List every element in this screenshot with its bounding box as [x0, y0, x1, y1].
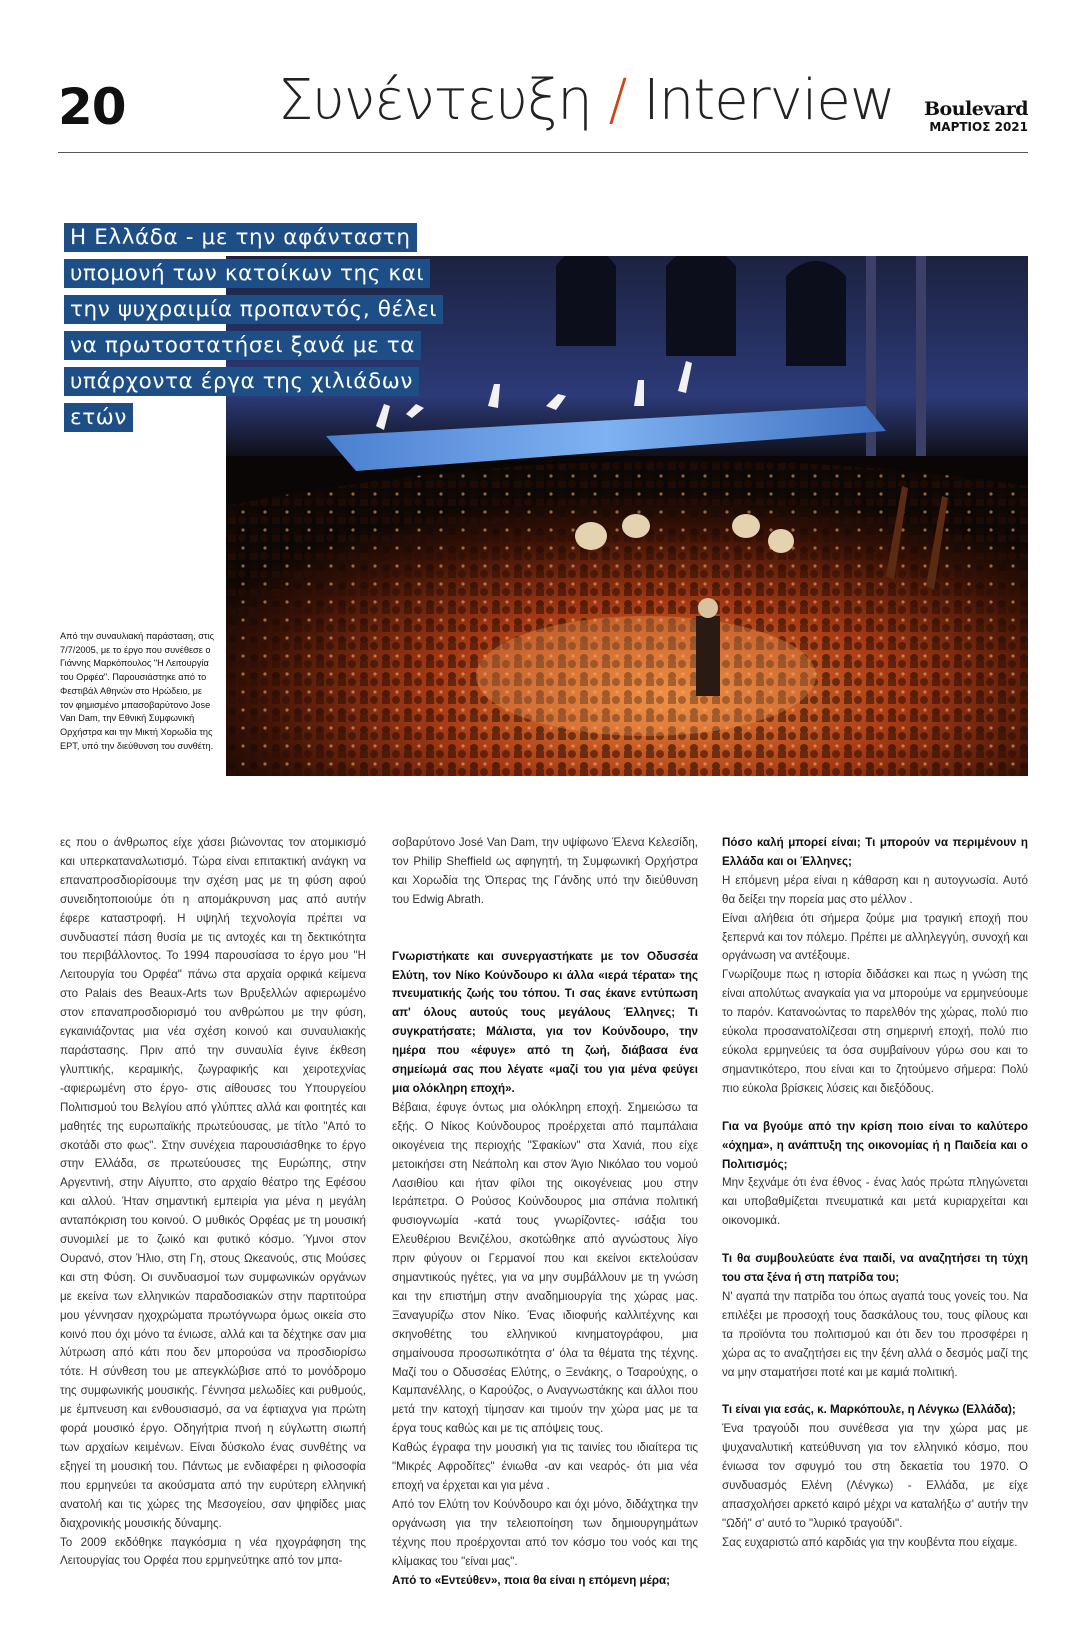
paragraph-gap: [722, 1231, 1028, 1250]
pull-quote-line: Η Ελλάδα - με την αφάνταστη: [64, 223, 417, 252]
article-paragraph: Το 2009 εκδόθηκε παγκόσμια η νέα ηχογράφηση της Λειτουργίας του Ορφέα που ερμηνεύτηκε από τον μπα-: [60, 1535, 366, 1568]
article-paragraph: ες που ο άνθρωπος είχε χάσει βιώνοντας τον ατομικισμό και υπερκαταναλωτισμό. Τώρα είναι επιτακτική ανάγκη να επαναπροσδιορίσουμε την σχέση μας με τη φύση αφού συνειδητοποιούμε ότι η απομάκρυνση μας από αυτήν έφερε καταστροφή. Η υψηλή τεχνολογία πρέπει να συνδυαστεί πάση θυσία με τις αντοχές και τη δεκτικότητα του περιβάλλοντος. Το 1994 παρουσίασα το έργο μου "Η Λειτουργία του Ορφέα" πάνω στα αρχαία ορφικά κείμενα στο Palais des Beaux-Arts των Βρυξελλών αφιερωμένο στον επαναπροσδιορισμό του ανθρώπου με την φύση, εγκαινιάζοντας μια νέα σχέση κοινού και συναυλιακής παράστασης. Πριν από την συναυλία έγινε έκθεση γλυπτικής, κεραμικής, ζωγραφικής και χειροτεχνίας -αφιερωμένη στο έργο- στις αίθουσες του Υπουργείου Πολιτισμού του Βελγίου από γλύπτες αλλά και φοιτητές και μαθητές της ευρωπαϊκής πρωτεύουσας, με τίτλο "Από το σκοτάδι στο φως". Στην συνέχεια παρουσιάσθηκε το έργο στην Ελλάδα, σε πρωτεύουσες της Ευρώπης, στην Αργεντινή, στην Αίγυπτο, στο αρχαίο θέατρο της Εφέσου και αλλού. Ήταν σημαντική εμπειρία για μένα η μεγάλη ανταπόκριση του κοινού. Ο μυθικός Ορφέας με τη μουσική συνομιλεί με το ζωικό και φυτικό κόσμο. Ύμνοι στον Ουρανό, στον Ήλιο, στη Γη, στους Ωκεανούς, στις Μούσες και στη Φύση. Οι συνδυασμοί των συμφωνικών οργάνων με εκείνα των ελληνικών παραδοσιακών στην παρτιτούρα μου γέννησαν ηχοχρώματα πρωτόγνωρα όμως οικεία στο κοινό που όχι μόνο τα ένιωσε, αλλά και τα δέχτηκε σαν μια λύτρωση από κάτι που δεν μπορούσα να προσδιορίσω τότε. Η σύνθεση του με απεγκλώβισε από το μονόδρομο της συμφωνικής μουσικής. Γέννησα μελωδίες και ρυθμούς, με έμπνευση και ενθουσιασμό, σα να έφτιαχνα για πρώτη φορά μουσικό έργο. Οδηγήτρια πνοή η εύγλωττη σιωπή των αρχαίων κειμένων. Είναι δύσκολο ένας συνθέτης να εξηγεί τη μουσική του. Πάντως με ενδιαφέρει η φιλοσοφία που ερμηνεύει τα ακούσματα από την ευρύτερη ελληνική ανατολή και τις χώρες της Μεσογείου, σαν ψηφίδες μιας διαχρονικής μουσικής δύναμης.: [60, 836, 366, 1530]
page-number: 20: [58, 78, 126, 136]
section-title: [278, 68, 895, 133]
pull-quote-line: υπάρχοντα έργα της χιλιάδων ετών: [64, 367, 419, 432]
pull-quote-line: την ψυχραιμία προπαντός, θέλει: [64, 295, 443, 324]
paragraph-gap: [722, 1382, 1028, 1401]
article-paragraph: Βέβαια, έφυγε όντως μια ολόκληρη εποχή. Σημειώσω τα εξής. Ο Νίκος Κούνδουρος προέρχεται από παμπάλαια οικογένεια της περιοχής "Σφακίων" στα Χανιά, που είχε μετοικήσει στη Νεάπολη και στον Άγιο Νικόλαο του νομού Λασιθίου και ήταν φίλοι της οικογένειας μου στην Ιεράπετρα. Ο Ρούσος Κούνδουρος μια σπάνια πολιτική φυσιογνωμία -κατά τους γνωρίζοντες- ισάξια του Ελευθέριου Βενιζέλου, σκοτώθηκε από αγνώστους λίγο πριν φύγουν οι Γερμανοί που και εκείνοι εκτελούσαν σημαντικούς ηγέτες, για να μην συμβάλλουν με τη γνώση και την επιστήμη στην αναδημιουργία της χώρας μας. Ξαναγυρίζω στον Νίκο. Ένας ιδιοφυής καλλιτέχνης και σκηνοθέτης του ελληνικού κινηματογράφου, μια σημαίνουσα προσωπικότητα σ' όλα τα θέματα της τέχνης. Μαζί του ο Οδυσσέας Ελύτης, ο Ξενάκης, ο Τσαρούχης, ο Καμπανέλλης, ο Καρούζος, ο Αναγνωστάκης και άλλοι που μετά την κατοχή τίμησαν και τιμούν την χώρα μας με τα έργα τους καθώς και με τις απόψεις τους.: [392, 1100, 698, 1436]
interview-question: Για να βγούμε από την κρίση ποιο είναι το καλύτερο «όχημα», η ανάπτυξη της οικονομίας ή η Παιδεία και ο Πολιτισμός;: [722, 1119, 1028, 1171]
interview-question: Τι είναι για εσάς, κ. Μαρκόπουλε, η Λένγκω (Ελλάδα);: [722, 1403, 1016, 1417]
article-column-3: [722, 834, 1028, 1553]
magazine-masthead: [924, 98, 1028, 134]
pull-quote-line: υπομονή των κατοίκων της και: [64, 259, 430, 288]
photo-caption: Από την συναυλιακή παράσταση, στις 7/7/2005, με το έργο που συνέθεσε ο Γιάννης Μαρκόπουλος "Η Λειτουργία του Ορφέα". Παρουσιάστηκε από το Φεστιβάλ Αθηνών στο Ηρώδειο, με τον φημισμένο μπασοβαρύτονο Jose Van Dam, την Εθνική Συμφωνική Ορχήστρα και την Μικτή Χορωδία της ΕΡΤ, υπό την διεύθυνση του συνθέτη.: [60, 631, 215, 751]
section-title-slash: /: [608, 68, 627, 133]
article-column-2: [392, 834, 698, 1590]
pull-quote-line: να πρωτοστατήσει ξανά με τα: [64, 331, 421, 360]
paragraph-gap: [392, 910, 698, 929]
article-paragraph: Η επόμενη μέρα είναι η κάθαρση και η αυτογνωσία. Αυτό θα δείξει την πορεία μας στο μέλλον .: [722, 873, 1028, 906]
article-paragraph: Γνωρίζουμε πως η ιστορία διδάσκει και πως η γνώση της είναι απολύτως αναγκαία για να μπορούμε να ερμηνεύουμε το παρόν. Κατανοώντας το παρελθόν της χώρας, πολύ πιο εύκολα προσανατολίζεσαι στη σημερινή εποχή, πολύ πιο εύκολα ερμηνεύεις τα όσα συμβαίνουν γύρω σου και το σημαντικότερο, που είναι και το ζητούμενο σήμερα: Πολύ πιο εύκολα βρίσκεις λύσεις και διεξόδους.: [722, 968, 1028, 1095]
section-title-greek: Συνέντευξη: [278, 68, 592, 133]
article-paragraph: Ν' αγαπά την πατρίδα του όπως αγαπά τους γονείς του. Να επιλέξει με προσοχή τους δασκάλους του, τους φίλους και τα προϊόντα του πολιτισμού και ότι δεν του προσφέρει η χώρα ας το αναζητήσει εις την ξένη αλλά ο δεσμός μαζί της να μην σταματήσει ποτέ και με καμιά πολιτική.: [722, 1289, 1028, 1379]
pull-quote: [64, 220, 464, 436]
paragraph-gap: [722, 1099, 1028, 1118]
interview-question: Από το «Εντεύθεν», ποια θα είναι η επόμενη μέρα;: [392, 1573, 671, 1587]
issue-date: ΜΑΡΤΙΟΣ 2021: [929, 120, 1028, 134]
magazine-logo: Boulevard: [924, 98, 1028, 120]
article-paragraph: Μην ξεχνάμε ότι ένα έθνος - ένας λαός πρώτα πληγώνεται και υποβαθμίζεται πνευματικά και μετά κυριαρχείται και οικονομικά.: [722, 1176, 1028, 1228]
paragraph-gap: [392, 929, 698, 948]
interview-question: Τι θα συμβουλεύατε ένα παιδί, να αναζητήσει τη τύχη του στα ξένα ή στη πατρίδα του;: [722, 1252, 1028, 1285]
article-paragraph: Σας ευχαριστώ από καρδιάς για την κουβέντα που είχαμε.: [722, 1535, 1018, 1549]
article-paragraph: Καθώς έγραφα την μουσική για τις ταινίες του ιδιαίτερα τις "Μικρές Αφροδίτες" ένιωθα -αν και νεαρός- ότι μια νέα εποχή να έρχεται και για μένα .: [392, 1441, 698, 1492]
article-column-1: [60, 834, 366, 1571]
section-title-english: Interview: [643, 68, 895, 133]
article-paragraph: Από τον Ελύτη τον Κούνδουρο και όχι μόνο, διδάχτηκα την οργάνωση για την τελειοποίηση των δημιουργημάτων τέχνης που προέρχονται από τον κόσμο του νοός και της κλίμακας του "είναι μας".: [392, 1497, 698, 1568]
article-paragraph: Είναι αλήθεια ότι σήμερα ζούμε μια τραγική εποχή που ξεπερνά και τον πόλεμο. Πρέπει με αλληλεγγύη, συνοχή και οργάνωση να αντέξουμε.: [722, 911, 1028, 963]
interview-question: Γνωριστήκατε και συνεργαστήκατε με τον Οδυσσέα Ελύτη, τον Νίκο Κούνδουρο κι άλλα «ιερά τέρατα» της πνευματικής ζωής του τόπου. Τι σας έκανε εντύπωση απ' όλους αυτούς τους μεγάλους Έλληνες; Τι συγκρατήσατε; Μάλιστα, για τον Κούνδουρο, την ημέρα που «έφυγε» από τη ζωή, διάβασα ένα σημείωμά σας που λέγατε «μαζί του για μένα φεύγει μια ολόκληρη εποχή».: [392, 949, 698, 1095]
article-paragraph: σοβαρύτονο José Van Dam, την υψίφωνο Έλενα Κελεσίδη, τον Philip Sheffield ως αφηγητή, τη Συμφωνική Ορχήστρα και Χορωδία της Όπερας της Γάνδης υπό την διεύθυνση του Edwig Abrath.: [392, 836, 698, 906]
interview-question: Πόσο καλή μπορεί είναι; Τι μπορούν να περιμένουν η Ελλάδα και οι Έλληνες;: [722, 836, 1028, 868]
header-divider: [58, 152, 1028, 153]
article-paragraph: Ένα τραγούδι που συνέθεσα για την χώρα μας με ψυχαναλυτική κατεύθυνση για τον ελληνικό κόσμο, που ένιωσα τον σφυγμό του στη δεκαετία του 1970. Ο συνδυασμός Ελένη (Λένγκω) - Ελλάδα, με είχε απασχολήσει αρκετό καιρό μέχρι να καταλήξω σ' αυτήν την "Ωδή" σ' αυτό το "λυρικό τραγούδι".: [722, 1422, 1028, 1530]
